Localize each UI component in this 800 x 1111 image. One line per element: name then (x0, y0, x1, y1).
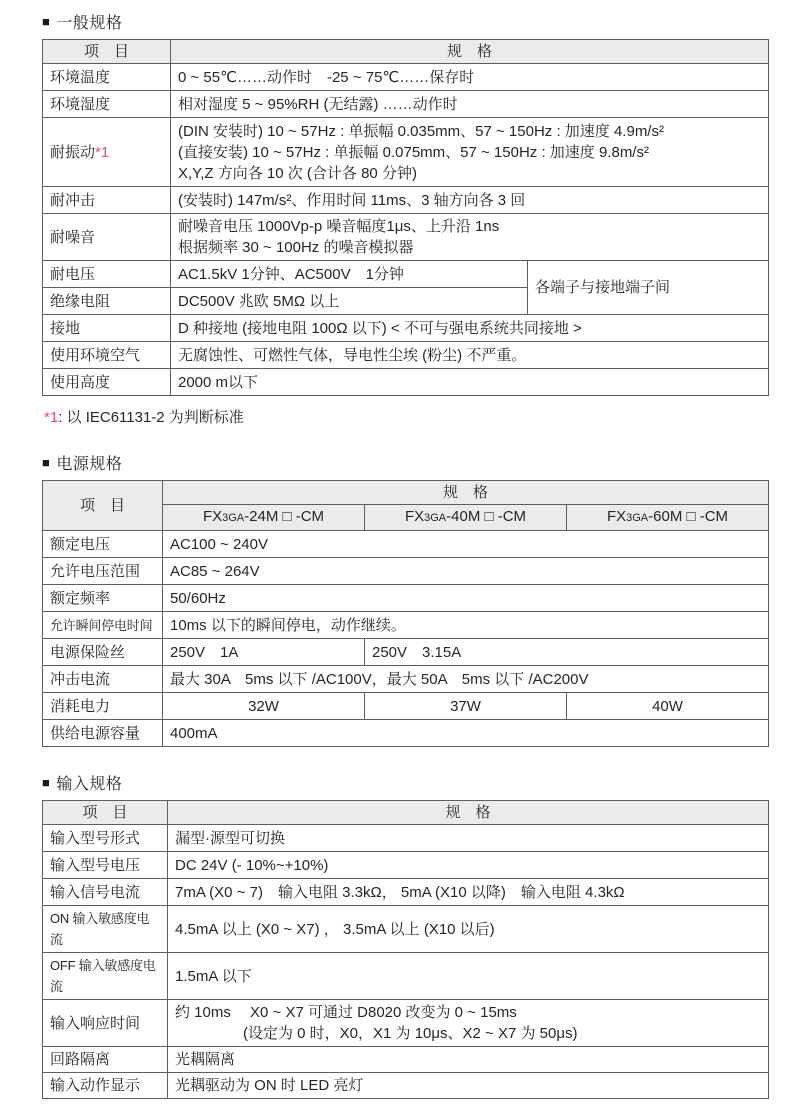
footnote-text: : 以 IEC61131-2 为判断标准 (58, 409, 244, 426)
table-row (43, 118, 769, 187)
model-rest: -60M □ -CM (648, 508, 729, 525)
row-value: (安装时) 147m/s²、作用时间 11ms、3 轴方向各 3 回 (171, 187, 769, 214)
row-value-24m: 32W (163, 693, 365, 720)
model-name-24m (163, 505, 365, 531)
row-value: 相对湿度 5 ~ 95%RH (无结露) ……动作时 (171, 91, 769, 118)
row-label: 输入响应时间 (43, 1000, 168, 1047)
table-row (43, 1073, 769, 1099)
row-value: 400mA (163, 720, 769, 747)
value-line: 约 10ms X0 ~ X7 可通过 D8020 改变为 0 ~ 15ms (175, 1004, 517, 1021)
model-name-60m (567, 505, 769, 531)
model-sub: 3GA (424, 512, 447, 524)
input-spec-table (42, 800, 769, 1099)
row-label: 接地 (43, 315, 171, 342)
table-row (43, 953, 769, 1000)
row-label: 供给电源容量 (43, 720, 163, 747)
model-prefix: FX (606, 508, 627, 525)
row-value (171, 214, 769, 261)
table-row (43, 585, 769, 612)
value-line: (DIN 安装时) 10 ~ 57Hz : 单振幅 0.035mm、57 ~ 150Hz : 加速度 4.9m/s² (178, 122, 664, 140)
footnote-ref-mark: *1 (95, 143, 110, 161)
general-spec-title-text: 一般规格 (56, 15, 123, 32)
square-bullet-icon: ■ (42, 455, 51, 470)
table-row (43, 91, 769, 118)
value-line: (设定为 0 时，X0，X1 为 10μs、X2 ~ X7 为 50μs) (243, 1025, 578, 1042)
value-line: 根据频率 30 ~ 100Hz 的噪音模拟器 (178, 239, 414, 256)
row-value: 最大 30A 5ms 以下 /AC100V，最大 50A 5ms 以下 /AC200V (163, 666, 769, 693)
row-label: 输入型号形式 (43, 825, 168, 852)
row-value: 0 ~ 55℃……动作时 -25 ~ 75℃……保存时 (171, 64, 769, 91)
table-row (43, 214, 769, 261)
row-label (43, 118, 171, 187)
row-label: 环境湿度 (43, 91, 171, 118)
power-spec-table (42, 480, 769, 747)
table-row (43, 1000, 769, 1047)
row-label: 绝缘电阻 (43, 288, 171, 315)
table-row (43, 315, 769, 342)
table-row (43, 879, 769, 906)
table-row (43, 852, 769, 879)
table-row (43, 531, 769, 558)
row-label: 使用高度 (43, 369, 171, 396)
row-value: AC85 ~ 264V (163, 558, 769, 585)
model-prefix: FX (404, 508, 425, 525)
value-line: 耐噪音电压 1000Vp-p 噪音幅度1μs、上升沿 1ns (178, 218, 500, 235)
row-value: 漏型·源型可切换 (168, 825, 769, 852)
row-value: AC100 ~ 240V (163, 531, 769, 558)
header-spec: 规 格 (171, 40, 769, 64)
square-bullet-icon: ■ (42, 775, 51, 790)
row-label-text: 耐振动 (50, 143, 96, 161)
row-label: 输入动作显示 (43, 1073, 168, 1099)
row-label: 输入型号电压 (43, 852, 168, 879)
power-spec-title (42, 451, 768, 474)
footnote (44, 406, 768, 427)
row-value: 光耦隔离 (168, 1047, 769, 1073)
footnote-mark: *1 (44, 409, 59, 426)
table-row (43, 825, 769, 852)
table-row (43, 261, 769, 288)
table-row (43, 558, 769, 585)
row-label: 允许瞬间停电时间 (43, 612, 163, 639)
row-label: 冲击电流 (43, 666, 163, 693)
table-row (43, 906, 769, 953)
model-sub: 3GA (222, 512, 245, 524)
header-spec: 规 格 (163, 481, 769, 505)
model-rest: -40M □ -CM (446, 508, 527, 525)
row-label: 耐冲击 (43, 187, 171, 214)
table-row (43, 720, 769, 747)
table-row (43, 342, 769, 369)
row-value: DC 24V (- 10%~+10%) (168, 852, 769, 879)
row-label: 允许电压范围 (43, 558, 163, 585)
row-value: 1.5mA 以下 (168, 953, 769, 1000)
header-spec: 规 格 (168, 801, 769, 825)
row-value: 7mA (X0 ~ 7) 输入电阻 3.3kΩ， 5mA (X10 以降) 输入电阻 4.3kΩ (168, 879, 769, 906)
row-value: 50/60Hz (163, 585, 769, 612)
row-value-40m-60m: 250V 3.15A (365, 639, 769, 666)
model-rest: -24M □ -CM (244, 508, 325, 525)
row-value (171, 118, 769, 187)
row-value-60m: 40W (567, 693, 769, 720)
row-value: DC500V 兆欧 5MΩ 以上 (171, 288, 528, 315)
model-sub: 3GA (626, 512, 649, 524)
header-item: 项 目 (43, 801, 168, 825)
row-label: 消耗电力 (43, 693, 163, 720)
merged-note-cell: 各端子与接地端子间 (528, 261, 769, 315)
power-spec-title-text: 电源规格 (56, 456, 123, 473)
row-label: 环境温度 (43, 64, 171, 91)
row-value-40m: 37W (365, 693, 567, 720)
table-row (43, 1047, 769, 1073)
row-value: AC1.5kV 1分钟、AC500V 1分钟 (171, 261, 528, 288)
value-line: X,Y,Z 方向各 10 次 (合计各 80 分钟) (178, 164, 417, 182)
table-header-row (43, 40, 769, 64)
table-header-row (43, 801, 769, 825)
table-row (43, 187, 769, 214)
table-row (43, 369, 769, 396)
row-label: 耐电压 (43, 261, 171, 288)
row-label: 回路隔离 (43, 1047, 168, 1073)
row-label: 输入信号电流 (43, 879, 168, 906)
table-row (43, 64, 769, 91)
header-item: 项 目 (43, 481, 163, 531)
row-value (168, 1000, 769, 1047)
row-value: 4.5mA 以上 (X0 ~ X7) ， 3.5mA 以上 (X10 以后) (168, 906, 769, 953)
table-row (43, 612, 769, 639)
general-spec-title (42, 10, 768, 33)
model-prefix: FX (202, 508, 223, 525)
row-label: ON 输入敏感度电流 (43, 906, 168, 953)
model-name-40m (365, 505, 567, 531)
row-label: 额定频率 (43, 585, 163, 612)
input-spec-title (42, 771, 768, 794)
row-label: OFF 输入敏感度电流 (43, 953, 168, 1000)
input-spec-title-text: 输入规格 (56, 776, 123, 793)
row-value-24m: 250V 1A (163, 639, 365, 666)
row-value: D 种接地 (接地电阻 100Ω 以下) < 不可与强电系统共同接地 > (171, 315, 769, 342)
row-value: 10ms 以下的瞬间停电，动作继续。 (163, 612, 769, 639)
square-bullet-icon: ■ (42, 14, 51, 29)
table-row (43, 693, 769, 720)
row-value: 2000 m以下 (171, 369, 769, 396)
row-value: 光耦驱动为 ON 时 LED 亮灯 (168, 1073, 769, 1099)
table-row (43, 666, 769, 693)
value-line: (直接安装) 10 ~ 57Hz : 单振幅 0.075mm、57 ~ 150Hz : 加速度 9.8m/s² (178, 143, 649, 161)
row-label: 使用环境空气 (43, 342, 171, 369)
row-value: 无腐蚀性、可燃性气体，导电性尘埃 (粉尘) 不严重。 (171, 342, 769, 369)
table-row (43, 639, 769, 666)
row-label: 额定电压 (43, 531, 163, 558)
row-label: 耐噪音 (43, 214, 171, 261)
row-label: 电源保险丝 (43, 639, 163, 666)
header-item: 项 目 (43, 40, 171, 64)
table-header-row (43, 481, 769, 505)
general-spec-table (42, 39, 769, 396)
